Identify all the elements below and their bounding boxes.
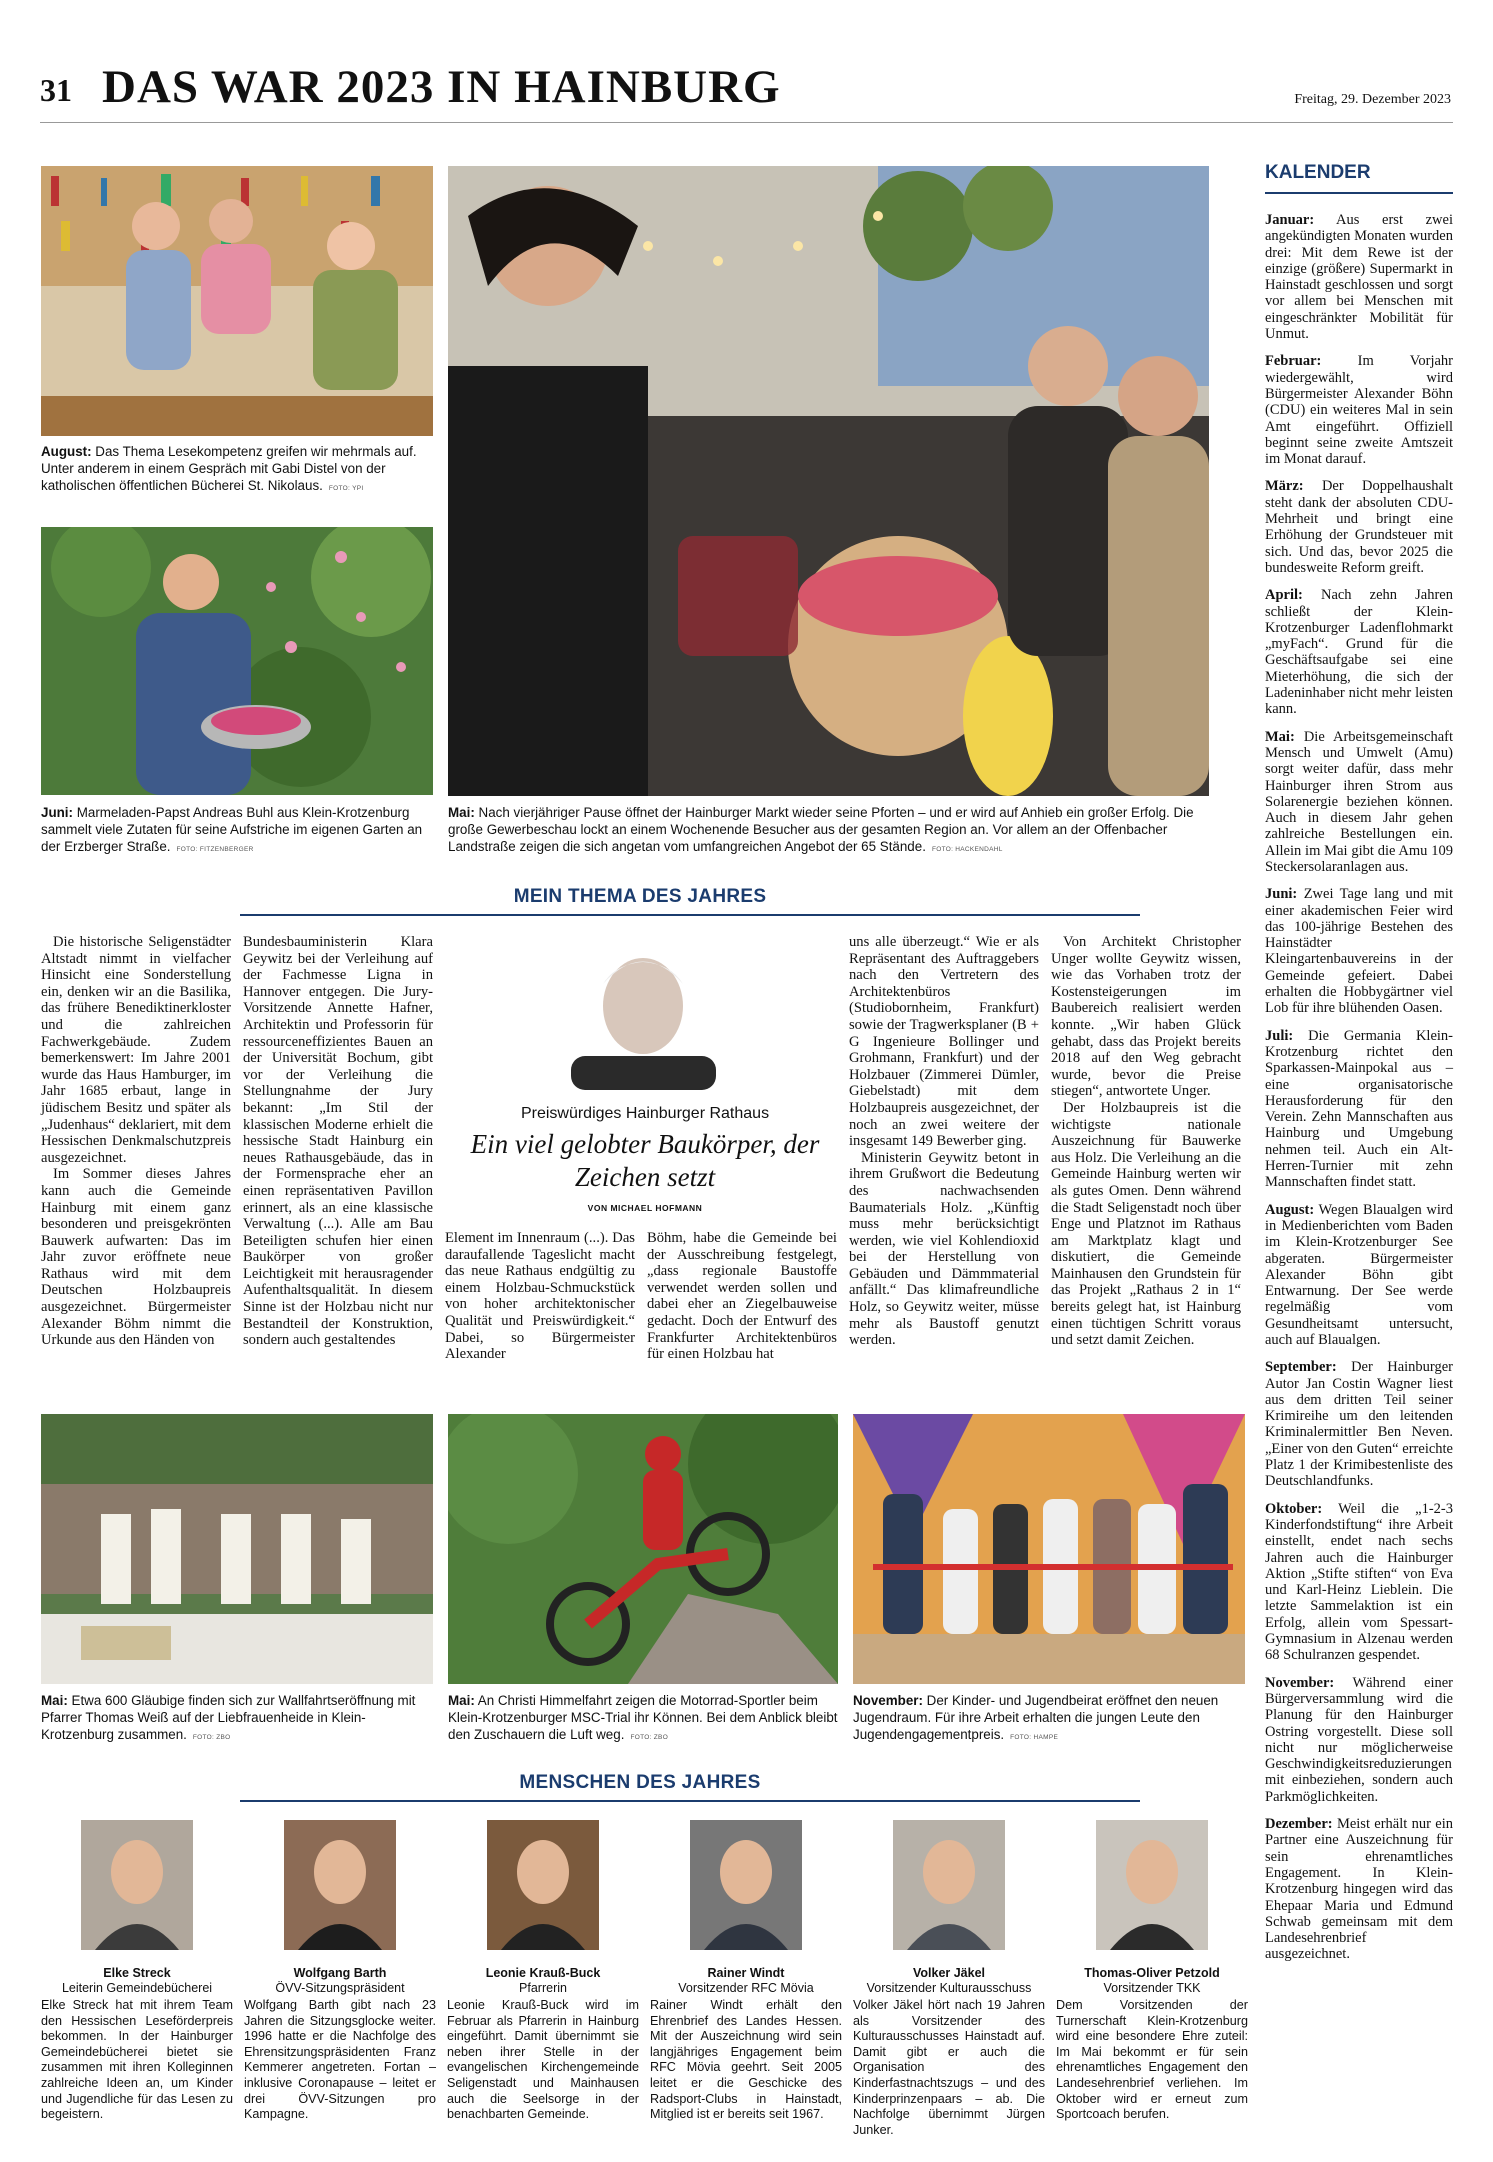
person-role: ÖVV-Sitzungspräsident — [275, 1981, 405, 1995]
calendar-entry-month: August: — [1265, 1201, 1315, 1218]
calendar-entry-text: Meist erhält nur ein Partner eine Auszeichnung für sein ehrenamtliches Engagement. In Klein-Krotzenburg hingegen wird das Ehepaar Maria und Edmund Schwab gemeinsam mit dem Landesehrenbrief ausgezeichnet. — [1265, 1816, 1453, 1963]
person-portrait — [487, 1820, 599, 1950]
calendar-entry-month: Juni: — [1265, 886, 1298, 903]
calendar-entry-month: Januar: — [1265, 212, 1315, 228]
person-role: Vorsitzender Kulturausschuss — [866, 1981, 1032, 1995]
calendar-entry-month: Juli: — [1265, 1027, 1294, 1044]
caption-mai-trial: Mai: An Christi Himmelfahrt zeigen die Motorrad-Sportler beim Klein-Krotzenburger MSC-Trial ihr Können. Bei dem Anblick bleibt den Zuschauern die Luft weg. FOTO: ZBO — [448, 1693, 838, 1742]
calendar-entry-text: Zwei Tage lang und mit einer akademischen Feier wird das 100-jährige Bestehen des Hainstädter Kleingartenbauvereins in der Gemeinde gefeiert. Dabei erhalten die Hobbygärtner viel Lob für ihre blühenden Oasen. — [1265, 886, 1453, 1017]
calendar-entry-month: November: — [1265, 1674, 1335, 1691]
calendar-entry-text: Der Hainburger Autor Jan Costin Wagner liest aus dem dritten Teil seiner Krimireihe um den leitenden Kriminalermittler Ben Neven. „Einer von den Guten“ erreichte Platz 1 der Krimibestenliste des Deutschlandfunks. — [1265, 1359, 1453, 1490]
person-role: Leiterin Gemeindebücherei — [61, 1981, 213, 1995]
person-name: Wolfgang Barth — [293, 1966, 387, 1980]
person-text: Volker Jäkel hört nach 19 Jahren als Vorsitzender des Kulturausschusses Hainstadt auf. Damit gibt er auch die Organisation des Kinderfastnachtszugs – und des Kinderprinzenpaars – ab. Die Nachfolge übernimmt Jürgen Junker. — [853, 1998, 1045, 2137]
person-text: Rainer Windt erhält den Ehrenbrief des Landes Hessen. Mit der Auszeichnung wird sein langjähriges Engagement beim RFC Mövia geehrt. Seit 2005 leitet er die Geschicke des Radsport-Clubs in Hainstadt, Mitglied ist er bereits seit 1967. — [650, 1998, 842, 2122]
section-rule-thema — [240, 914, 1140, 916]
person-portrait — [284, 1820, 396, 1950]
person-name: Rainer Windt — [707, 1966, 785, 1980]
calendar-entries — [1265, 212, 1453, 1974]
person-role: Vorsitzender TKK — [1103, 1981, 1201, 1995]
section-rule-menschen — [240, 1800, 1140, 1802]
calendar-entry-month: Mai: — [1265, 728, 1295, 745]
article-byline: VON MICHAEL HOFMANN — [587, 1203, 703, 1213]
photo-market — [448, 166, 1209, 796]
article-column-6: Von Architekt Christopher Unger wollte Geywitz wissen, wie das Vorhaben trotz der Kostensteigerungen im Baubereich realisiert werden konnte. „Wir haben Glück gehabt, dass das Projekt bereits 2018 auf den Weg gebracht wurde, bevor die Preise stiegen“, antwortete Unger. Der Holzbaupreis ist die wichtigste nationale Auszeichnung für Bauwerke aus Holz. Die Verleihung an die Gemeinde Hainburg werten wir als gutes Omen. Denn während die Stadt Seligenstadt noch über Enge und Platznot im Rathaus am Marktplatz klagt und diskutiert, die Gemeinde Mainhausen den Grundstein für das Projekt „Rathaus 2 in 1“ bereits gelegt hat, ist Hainburg einen tüchtigen Schritt voraus und setzt damit Zeichen. — [1051, 934, 1241, 1349]
page-number: 31 — [40, 72, 72, 108]
calendar-entry-month: Februar: — [1265, 353, 1322, 370]
calendar-entry — [1265, 353, 1453, 467]
article-column-4: Böhm, habe die Gemeinde bei der Ausschreibung festgelegt, „dass regionale Baustoffe verwendet werden sollen und dabei eher an Ziegelbauweise gedacht. Doch der Entwurf des Frankfurter Architektenbüros für einen Holzbau hat — [647, 1230, 837, 1363]
person-name: Thomas-Oliver Petzold — [1084, 1966, 1220, 1980]
calendar-entry-text: Die Germania Klein-Krotzenburg richtet den Sparkassen-Mainpokal aus – eine organisatorische Herausforderung für den Verein. Zehn Mannschaften aus Hainburg und Umgebung nehmen teil. Auch ein Alt-Herren-Turnier mit zehn Mannschaften findet statt. — [1265, 1027, 1453, 1191]
caption-august: August: Das Thema Lesekompetenz greifen wir mehrmals auf. Unter anderem in einem Gespräch mit Gabi Distel von der katholischen öffentlichen Bücherei St. Nikolaus. FOTO: YPI — [41, 444, 417, 493]
photo-pilgrimage — [41, 1414, 433, 1684]
person-name: Leonie Krauß-Buck — [485, 1966, 601, 1980]
calendar-entry — [1265, 1501, 1453, 1664]
calendar-entry-month: April: — [1265, 587, 1303, 604]
article-headline: Ein viel gelobter Baukörper, der Zeichen setzt — [470, 1129, 820, 1192]
calendar-entry-text: Der Doppelhaushalt steht dank der absoluten CDU-Mehrheit und bringt eine Erhöhung der Grundsteuer mit sich. Und das, bevor 2025 die bundesweite Reform greift. — [1265, 478, 1453, 576]
person-portrait — [690, 1820, 802, 1950]
calendar-entry — [1265, 1816, 1453, 1963]
person-name: Volker Jäkel — [912, 1966, 986, 1980]
person-text: Leonie Krauß-Buck wird im Februar als Pfarrerin in Hainburg eingeführt. Damit übernimmt sie neben ihrer Stelle in der evangelischen Kirchengemeinde Seligenstadt und Mainhausen auch die Seelsorge in der benachbarten Gemeinde. — [447, 1998, 639, 2122]
article-column-1: Die historische Seligenstädter Altstadt nimmt in vielfacher Hinsicht eine Sonderstellung ein, denken wir an die Basilika, das frühere Benediktinerkloster und die zahlreichen Fachwerkgebäude. Zudem bemerkenswert: Im Jahre 2001 wurde das Haus Hamburger, im Jahr 1685 erbaut, lange in jüdischem Besitz und später als „Judenhaus“ deklariert, mit dem Hessischen Denkmalschutzpreis ausgezeichnet. Im Sommer dieses Jahres kann auch die Gemeinde Hainburg mit einem ganz besonderen und preisgekrönten Bauwerk aufwarten: Das im Jahr zuvor eröffnete neue Rathaus wird mit dem Deutschen Holzbaupreis ausgezeichnet. Bürgermeister Alexander Böhm nimmt die Urkunde aus den Händen von — [41, 934, 231, 1349]
photo-youth-room — [853, 1414, 1245, 1684]
person-portrait — [893, 1820, 1005, 1950]
caption-mai-markt: Mai: Nach vierjähriger Pause öffnet der Hainburger Markt wieder seine Pforten – und er wird auf Anhieb ein großer Erfolg. Die große Gewerbeschau lockt an einem Wochenende Besucher aus der gesamten Region an. Vor allem an der Offenbacher Landstraße zeigen die sich angetan vom umfangreichen Angebot der 65 Stände. FOTO: HACKENDAHL — [448, 805, 1194, 854]
page-title: DAS WAR 2023 IN HAINBURG — [102, 61, 781, 113]
caption-juni: Juni: Marmeladen-Papst Andreas Buhl aus Klein-Krotzenburg sammelt viele Zutaten für seine Aufstriche im eigenen Garten an der Erzberger Straße. FOTO: FITZENBERGER — [41, 805, 423, 854]
person-portrait — [81, 1820, 193, 1950]
calendar-entry-text: Im Vorjahr wiedergewählt, wird Bürgermeister Alexander Böhn (CDU) ein weiteres Mal in sein Amt eingeführt. Offiziell beginnt seine zweite Amtszeit im Monat darauf. — [1265, 353, 1453, 468]
article-column-3: Element im Innenraum (...). Das daraufallende Tageslicht macht das neue Rathaus endgültig zu einem Holzbau-Schmuckstück von hoher architektonischer Qualität und Preiswürdigkeit.“ Dabei, so Bürgermeister Alexander — [445, 1230, 635, 1363]
person-text: Elke Streck hat mit ihrem Team den Hessischen Leseförderpreis bekommen. In der Hainburger Gemeindebücherei bietet sie zusammen mit ihren Kolleginnen zahlreiche Ideen an, um Kinder und Jugendliche für das Lesen zu begeistern. — [41, 1998, 233, 2122]
calendar-rule — [1265, 192, 1453, 194]
article-column-2: Bundesbauministerin Klara Geywitz bei der Verleihung auf der Fachmesse Ligna in Hannover entgegen. Die Jury-Vorsitzende Annette Hafner, Architektin und Professorin für ressourceneffizientes Bauen an der Universität Bochum, gibt vor der Verleihung die Stellungnahme der Jury bekannt: „Im Stil der klassischen Moderne erhielt die hessische Stadt Hainburg ein neues Rathausgebäude, das in der Formensprache eher an einen repräsentativen Pavillon erinnert, als an eine klassische Verwaltung (...). Alle am Bau Beteiligten schufen hier einen Baukörper von großer Leichtigkeit mit herausragender Aufenthaltsqualität. In diesem Sinne ist der Holzbau nicht nur Bestandteil der Konstruktion, sondern auch gestaltendes — [243, 934, 433, 1349]
article-column-5: uns alle überzeugt.“ Wie er als Repräsentant des Auftraggebers nach den Vertretern des Architektenbüros (Studiobornheim, Frankfurt) sowie der Tragwerksplaner (B + G Ingenieure Bollinger und Grohmann, Frankfurt) und der Holzbauer (Zimmerei Dümler, Giebelstadt) mit dem Holzbaupreis ausgezeichnet, der noch an zwei weitere der insgesamt 149 Bewerber ging. Ministerin Geywitz betont in ihrem Grußwort die Bedeutung des nachwachsenden Baumaterials Holz. „Künftig muss mehr berücksichtigt werden, wie viel Kohlendioxid bei der Herstellung von Gebäuden und Dämmmaterial anfällt.“ Das klimafreundliche Holz, so Geywitz weiter, müsse mehr als Baustoff genutzt werden. — [849, 934, 1039, 1349]
calendar-entry — [1265, 1202, 1453, 1349]
photo-garden — [41, 527, 433, 795]
calendar-entry-text: Während einer Bürgerversammlung wird die Planung für den Hainburger Ostring vorgestellt. Diese soll nicht nur möglicherweise Geschwindigkeitsreduzierungen mit einbeziehen, sondern auch Parkmöglichkeiten. — [1265, 1674, 1453, 1805]
calendar-entry-text: Aus erst zwei angekündigten Monaten wurden drei: Mit dem Rewe ist der einzige (größere) Supermarkt in Hainstadt geschlossen und sorgt vor allem bei Menschen mit eingeschränkter Mobilität für Unmut. — [1265, 212, 1453, 343]
calendar-entry — [1265, 587, 1453, 717]
photo-library — [41, 166, 433, 436]
header-rule — [40, 122, 1453, 123]
photo-motorcycle-trial — [448, 1414, 838, 1684]
person-role: Pfarrerin — [519, 1981, 567, 1995]
calendar-entry — [1265, 1028, 1453, 1191]
calendar-entry-month: September: — [1265, 1359, 1337, 1376]
person-role: Vorsitzender RFC Mövia — [678, 1981, 814, 1995]
calendar-entry-text: Wegen Blaualgen wird in Medienberichten vom Baden im Klein-Krotzenburger See abgeraten. Bürgermeister Alexander Böhn gibt Entwarnung. Der See werde regelmäßig vom Gesundheitsamt untersucht, auch auf Blaualgen. — [1265, 1201, 1453, 1348]
section-title-menschen: MENSCHEN DES JAHRES — [519, 1772, 761, 1793]
calendar-title: KALENDER — [1265, 162, 1371, 183]
calendar-entry — [1265, 1359, 1453, 1489]
section-title-thema: MEIN THEMA DES JAHRES — [513, 886, 767, 907]
calendar-entry — [1265, 478, 1453, 576]
person-name: Elke Streck — [103, 1966, 171, 1980]
person-text: Dem Vorsitzenden der Turnerschaft Klein-Krotzenburg wird eine besondere Ehre zuteil: Im Mai bekommt er für sein ehrenamtliches Engagement den Landesehrenbrief verliehen. Im Oktober wird er erneut zum Sportcoach berufen. — [1056, 1998, 1248, 2122]
caption-november: November: Der Kinder- und Jugendbeirat eröffnet den neuen Jugendraum. Für ihre Arbeit erhalten die jungen Leute den Jugendengagementpreis. FOTO: HAMPE — [853, 1693, 1219, 1742]
calendar-entry — [1265, 212, 1453, 342]
calendar-entry-text: Nach zehn Jahren schließt der Klein-Krotzenburger Ladenflohmarkt „myFach“. Grund für die Geschäftsaufgabe sei eine Mieterhöhung, die sich der Ladeninhaber nicht mehr leisten kann. — [1265, 587, 1453, 718]
calendar-entry — [1265, 1675, 1453, 1805]
calendar-entry-month: Dezember: — [1265, 1816, 1333, 1833]
calendar-entry-text: Weil die „1-2-3 Kinderfondstiftung“ ihre Arbeit einstellt, endet nach sechs Jahren auch die Hainburger Aktion „Stifte stiften“ von Eva und Karl-Heinz Lieblein. Die letzte Sammelaktion ist ein Erfolg, allein vom Spessart-Gymnasium in Alzenau werden 68 Schulranzen gespendet. — [1265, 1500, 1453, 1664]
article-kicker: Preiswürdiges Hainburger Rathaus — [520, 1105, 770, 1122]
calendar-entry-month: Oktober: — [1265, 1500, 1323, 1517]
person-portrait — [1096, 1820, 1208, 1950]
person-text: Wolfgang Barth gibt nach 23 Jahren die Sitzungsglocke weiter. 1996 hatte er die Nachfolge des Ehrensitzungspräsidenten Franz Kemmerer angetreten. Fortan – inklusive Coronapause – leitet er drei ÖVV-Sitzungen pro Kampagne. — [244, 1998, 436, 2122]
author-portrait — [551, 944, 736, 1090]
calendar-entry-month: März: — [1265, 478, 1304, 495]
calendar-entry — [1265, 729, 1453, 876]
caption-mai-wallfahrt: Mai: Etwa 600 Gläubige finden sich zur Wallfahrtseröffnung mit Pfarrer Thomas Weiß auf der Liebfrauenheide in Klein-Krotzenburg zusammen. FOTO: ZBO — [41, 1693, 416, 1742]
calendar-entry — [1265, 886, 1453, 1016]
issue-date: Freitag, 29. Dezember 2023 — [1294, 92, 1451, 107]
calendar-entry-text: Die Arbeitsgemeinschaft Mensch und Umwelt (Amu) sorgt weiter dafür, dass mehr Hainburger ihren Strom aus Solarenergie beziehen können. Auch in diesem Jahr gehen zahlreiche Bestellungen ein. Allein im Mai gibt die Amu 109 Steckersolaranlagen aus. — [1265, 728, 1453, 875]
